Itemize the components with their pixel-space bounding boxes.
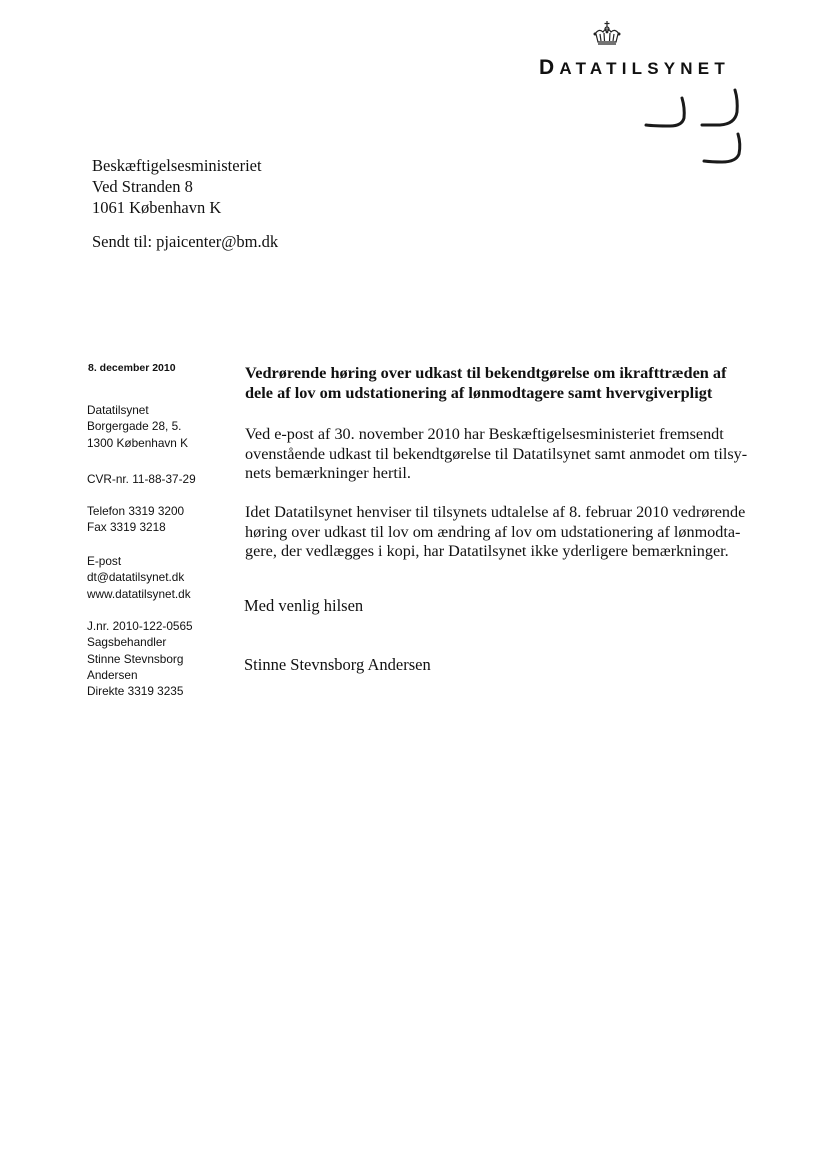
direct-phone: Direkte 3319 3235	[87, 684, 184, 699]
sender-name: Datatilsynet	[87, 403, 149, 417]
email-label: E-post	[87, 554, 122, 568]
contact-block	[87, 553, 191, 602]
paragraph-1	[245, 425, 775, 484]
subject-line: Vedrørende høring over udkast til bekendtgørelse om ikrafttræden af	[245, 363, 727, 382]
case-handler-label: Sagsbehandler	[87, 635, 167, 650]
paragraph-line: Idet Datatilsynet henviser til tilsynets udtalelse af 8. februar 2010 vedrørende	[245, 503, 746, 521]
paragraph-line: nets bemærkninger hertil.	[245, 464, 411, 482]
logo-first-letter: D	[539, 56, 560, 79]
cvr-number: CVR-nr. 11-88-37-29	[87, 472, 196, 486]
logo-rest: ATATILSYNET	[559, 59, 730, 78]
paragraph-line: Ved e-post af 30. november 2010 har Beskæftigelsesministeriet fremsendt	[245, 425, 724, 443]
paragraph-line: ovenstående udkast til bekendtgørelse til Datatilsynet samt anmodet om tilsy-	[245, 444, 748, 463]
recipient-street: Ved Stranden 8	[92, 177, 193, 196]
case-handler-name-1: Stinne Stevnsborg	[87, 651, 184, 666]
sender-address	[87, 402, 188, 451]
recipient-city: 1061 København K	[92, 198, 222, 217]
phone-block	[87, 503, 184, 536]
logo-wordmark	[539, 56, 779, 80]
closing: Med venlig hilsen	[244, 596, 364, 615]
paragraph-2	[245, 503, 775, 562]
phone-number: Telefon 3319 3200	[87, 504, 185, 518]
journal-number: J.nr. 2010-122-0565	[87, 619, 193, 633]
sender-city: 1300 København K	[87, 435, 189, 450]
paragraph-line: gere, der vedlægges i kopi, har Datatilsynet ikke yderligere bemærkninger.	[245, 542, 729, 560]
letter-date: 8. december 2010	[88, 362, 176, 374]
sent-to-line: Sendt til: pjaicenter@bm.dk	[92, 232, 279, 251]
sender-street: Borgergade 28, 5.	[87, 419, 182, 434]
case-block	[87, 618, 193, 699]
signature-name: Stinne Stevnsborg Andersen	[244, 655, 431, 674]
paragraph-line: høring over udkast til lov om ændring af lov om udstationering af lønmodta-	[245, 522, 741, 541]
recipient-name: Beskæftigelsesministeriet	[92, 156, 262, 175]
handwritten-checkmarks-icon	[640, 88, 760, 173]
royal-crown-icon	[590, 20, 624, 50]
case-handler-name-2: Andersen	[87, 667, 138, 682]
website: www.datatilsynet.dk	[87, 586, 191, 601]
fax-number: Fax 3319 3218	[87, 520, 166, 535]
subject-line: dele af lov om udstationering af lønmodtagere samt hvervgiverpligt	[245, 383, 713, 402]
email-address: dt@datatilsynet.dk	[87, 570, 185, 585]
letter-subject	[245, 363, 775, 403]
recipient-address	[92, 155, 262, 218]
